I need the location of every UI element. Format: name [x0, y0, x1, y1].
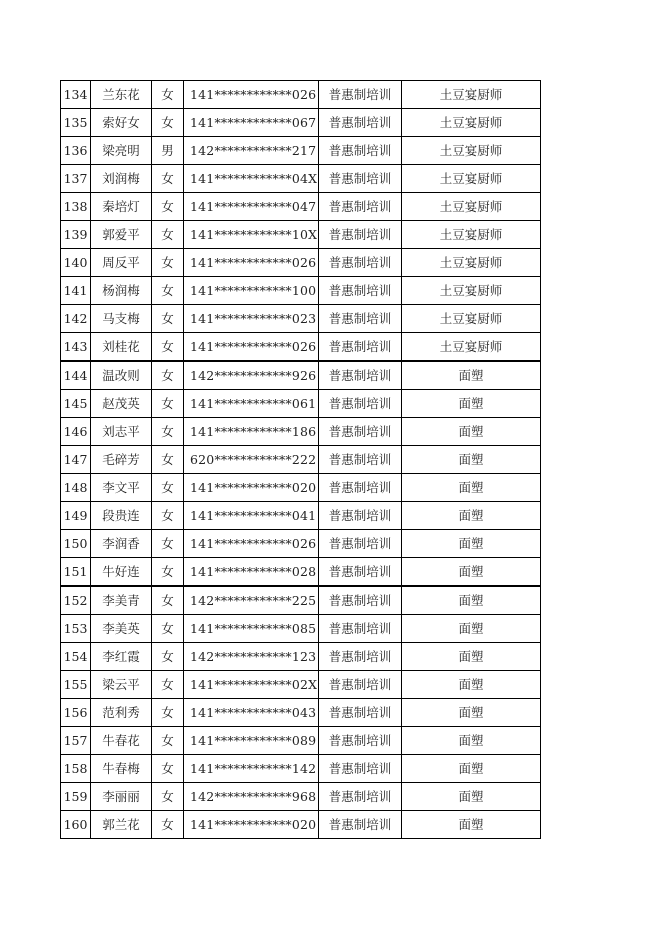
- gender-cell: 女: [152, 305, 184, 333]
- training-type: 普惠制培训: [319, 221, 402, 249]
- person-name: 赵茂英: [91, 390, 152, 418]
- program-name: 面塑: [402, 558, 541, 587]
- row-number: 159: [61, 783, 91, 811]
- gender-cell: 女: [152, 221, 184, 249]
- row-number: 147: [61, 446, 91, 474]
- row-number: 154: [61, 643, 91, 671]
- program-name: 面塑: [402, 615, 541, 643]
- gender-cell: 女: [152, 671, 184, 699]
- gender-cell: 女: [152, 727, 184, 755]
- gender-cell: 女: [152, 249, 184, 277]
- table-row: [61, 474, 541, 502]
- row-number: 137: [61, 165, 91, 193]
- person-name: 郭兰花: [91, 811, 152, 839]
- training-type: 普惠制培训: [319, 558, 402, 587]
- program-name: 土豆宴厨师: [402, 221, 541, 249]
- training-type: 普惠制培训: [319, 671, 402, 699]
- table-row: [61, 109, 541, 137]
- table-row: [61, 193, 541, 221]
- person-name: 索好女: [91, 109, 152, 137]
- program-name: 面塑: [402, 727, 541, 755]
- roster-body: [61, 81, 541, 839]
- training-type: 普惠制培训: [319, 530, 402, 558]
- table-row: [61, 699, 541, 727]
- person-name: 温改则: [91, 361, 152, 390]
- row-number: 135: [61, 109, 91, 137]
- person-name: 马支梅: [91, 305, 152, 333]
- person-name: 李红霞: [91, 643, 152, 671]
- gender-cell: 女: [152, 530, 184, 558]
- gender-cell: 女: [152, 783, 184, 811]
- program-name: 土豆宴厨师: [402, 109, 541, 137]
- row-number: 144: [61, 361, 91, 390]
- training-type: 普惠制培训: [319, 811, 402, 839]
- row-number: 156: [61, 699, 91, 727]
- id-number: 141************023: [184, 305, 319, 333]
- training-type: 普惠制培训: [319, 727, 402, 755]
- row-number: 153: [61, 615, 91, 643]
- id-number: 142************926: [184, 361, 319, 390]
- program-name: 面塑: [402, 446, 541, 474]
- row-number: 158: [61, 755, 91, 783]
- person-name: 刘润梅: [91, 165, 152, 193]
- training-type: 普惠制培训: [319, 446, 402, 474]
- table-row: [61, 333, 541, 362]
- row-number: 146: [61, 418, 91, 446]
- training-type: 普惠制培训: [319, 361, 402, 390]
- id-number: 141************020: [184, 474, 319, 502]
- person-name: 郭爱平: [91, 221, 152, 249]
- row-number: 152: [61, 586, 91, 615]
- table-row: [61, 277, 541, 305]
- gender-cell: 女: [152, 474, 184, 502]
- table-row: [61, 671, 541, 699]
- training-type: 普惠制培训: [319, 783, 402, 811]
- id-number: 141************041: [184, 502, 319, 530]
- training-type: 普惠制培训: [319, 277, 402, 305]
- program-name: 面塑: [402, 811, 541, 839]
- row-number: 141: [61, 277, 91, 305]
- program-name: 土豆宴厨师: [402, 81, 541, 109]
- gender-cell: 女: [152, 361, 184, 390]
- row-number: 157: [61, 727, 91, 755]
- gender-cell: 女: [152, 586, 184, 615]
- table-row: [61, 586, 541, 615]
- id-number: 142************217: [184, 137, 319, 165]
- id-number: 141************04X: [184, 165, 319, 193]
- training-type: 普惠制培训: [319, 193, 402, 221]
- table-row: [61, 137, 541, 165]
- row-number: 155: [61, 671, 91, 699]
- id-number: 142************123: [184, 643, 319, 671]
- program-name: 面塑: [402, 530, 541, 558]
- program-name: 土豆宴厨师: [402, 249, 541, 277]
- training-type: 普惠制培训: [319, 333, 402, 362]
- table-row: [61, 727, 541, 755]
- gender-cell: 女: [152, 811, 184, 839]
- person-name: 秦培灯: [91, 193, 152, 221]
- table-row: [61, 418, 541, 446]
- row-number: 136: [61, 137, 91, 165]
- gender-cell: 女: [152, 699, 184, 727]
- row-number: 145: [61, 390, 91, 418]
- person-name: 李丽丽: [91, 783, 152, 811]
- id-number: 141************10X: [184, 221, 319, 249]
- person-name: 梁云平: [91, 671, 152, 699]
- row-number: 149: [61, 502, 91, 530]
- id-number: 141************043: [184, 699, 319, 727]
- id-number: 141************089: [184, 727, 319, 755]
- person-name: 梁亮明: [91, 137, 152, 165]
- gender-cell: 女: [152, 390, 184, 418]
- table-row: [61, 783, 541, 811]
- person-name: 段贵连: [91, 502, 152, 530]
- gender-cell: 女: [152, 333, 184, 362]
- row-number: 142: [61, 305, 91, 333]
- program-name: 面塑: [402, 418, 541, 446]
- program-name: 土豆宴厨师: [402, 193, 541, 221]
- program-name: 面塑: [402, 699, 541, 727]
- table-row: [61, 643, 541, 671]
- gender-cell: 女: [152, 418, 184, 446]
- id-number: 620************222: [184, 446, 319, 474]
- gender-cell: 女: [152, 81, 184, 109]
- table-row: [61, 502, 541, 530]
- table-row: [61, 446, 541, 474]
- person-name: 李美青: [91, 586, 152, 615]
- gender-cell: 女: [152, 193, 184, 221]
- program-name: 面塑: [402, 671, 541, 699]
- table-row: [61, 165, 541, 193]
- program-name: 土豆宴厨师: [402, 305, 541, 333]
- program-name: 土豆宴厨师: [402, 333, 541, 362]
- table-row: [61, 221, 541, 249]
- id-number: 141************061: [184, 390, 319, 418]
- gender-cell: 女: [152, 615, 184, 643]
- row-number: 138: [61, 193, 91, 221]
- row-number: 148: [61, 474, 91, 502]
- program-name: 土豆宴厨师: [402, 277, 541, 305]
- program-name: 面塑: [402, 643, 541, 671]
- table-row: [61, 390, 541, 418]
- gender-cell: 女: [152, 277, 184, 305]
- program-name: 面塑: [402, 586, 541, 615]
- person-name: 毛碎芳: [91, 446, 152, 474]
- id-number: 141************142: [184, 755, 319, 783]
- table-row: [61, 811, 541, 839]
- training-type: 普惠制培训: [319, 81, 402, 109]
- row-number: 143: [61, 333, 91, 362]
- id-number: 141************028: [184, 558, 319, 587]
- training-type: 普惠制培训: [319, 474, 402, 502]
- table-row: [61, 755, 541, 783]
- roster-table: [60, 80, 541, 839]
- id-number: 142************225: [184, 586, 319, 615]
- training-type: 普惠制培训: [319, 586, 402, 615]
- id-number: 141************026: [184, 81, 319, 109]
- person-name: 牛好连: [91, 558, 152, 587]
- training-type: 普惠制培训: [319, 109, 402, 137]
- table-row: [61, 305, 541, 333]
- gender-cell: 女: [152, 502, 184, 530]
- gender-cell: 女: [152, 755, 184, 783]
- program-name: 面塑: [402, 390, 541, 418]
- training-type: 普惠制培训: [319, 699, 402, 727]
- person-name: 刘志平: [91, 418, 152, 446]
- table-row: [61, 615, 541, 643]
- row-number: 140: [61, 249, 91, 277]
- program-name: 面塑: [402, 502, 541, 530]
- row-number: 151: [61, 558, 91, 587]
- training-type: 普惠制培训: [319, 643, 402, 671]
- person-name: 李美英: [91, 615, 152, 643]
- id-number: 141************047: [184, 193, 319, 221]
- row-number: 139: [61, 221, 91, 249]
- training-type: 普惠制培训: [319, 755, 402, 783]
- training-type: 普惠制培训: [319, 615, 402, 643]
- id-number: 141************026: [184, 333, 319, 362]
- person-name: 范利秀: [91, 699, 152, 727]
- gender-cell: 女: [152, 446, 184, 474]
- table-row: [61, 249, 541, 277]
- person-name: 刘桂花: [91, 333, 152, 362]
- person-name: 李润香: [91, 530, 152, 558]
- row-number: 150: [61, 530, 91, 558]
- table-row: [61, 558, 541, 587]
- id-number: 141************100: [184, 277, 319, 305]
- training-type: 普惠制培训: [319, 137, 402, 165]
- gender-cell: 男: [152, 137, 184, 165]
- table-row: [61, 361, 541, 390]
- training-type: 普惠制培训: [319, 502, 402, 530]
- gender-cell: 女: [152, 643, 184, 671]
- gender-cell: 女: [152, 165, 184, 193]
- table-row: [61, 530, 541, 558]
- id-number: 141************067: [184, 109, 319, 137]
- training-type: 普惠制培训: [319, 418, 402, 446]
- id-number: 141************020: [184, 811, 319, 839]
- program-name: 面塑: [402, 783, 541, 811]
- program-name: 面塑: [402, 474, 541, 502]
- person-name: 李文平: [91, 474, 152, 502]
- person-name: 兰东花: [91, 81, 152, 109]
- person-name: 杨润梅: [91, 277, 152, 305]
- id-number: 141************186: [184, 418, 319, 446]
- training-type: 普惠制培训: [319, 305, 402, 333]
- program-name: 土豆宴厨师: [402, 165, 541, 193]
- person-name: 周反平: [91, 249, 152, 277]
- row-number: 134: [61, 81, 91, 109]
- id-number: 141************085: [184, 615, 319, 643]
- gender-cell: 女: [152, 558, 184, 587]
- row-number: 160: [61, 811, 91, 839]
- id-number: 141************026: [184, 530, 319, 558]
- person-name: 牛春梅: [91, 755, 152, 783]
- id-number: 141************026: [184, 249, 319, 277]
- program-name: 面塑: [402, 755, 541, 783]
- program-name: 土豆宴厨师: [402, 137, 541, 165]
- table-row: [61, 81, 541, 109]
- program-name: 面塑: [402, 361, 541, 390]
- training-type: 普惠制培训: [319, 390, 402, 418]
- person-name: 牛春花: [91, 727, 152, 755]
- id-number: 141************02X: [184, 671, 319, 699]
- gender-cell: 女: [152, 109, 184, 137]
- training-type: 普惠制培训: [319, 165, 402, 193]
- training-type: 普惠制培训: [319, 249, 402, 277]
- id-number: 142************968: [184, 783, 319, 811]
